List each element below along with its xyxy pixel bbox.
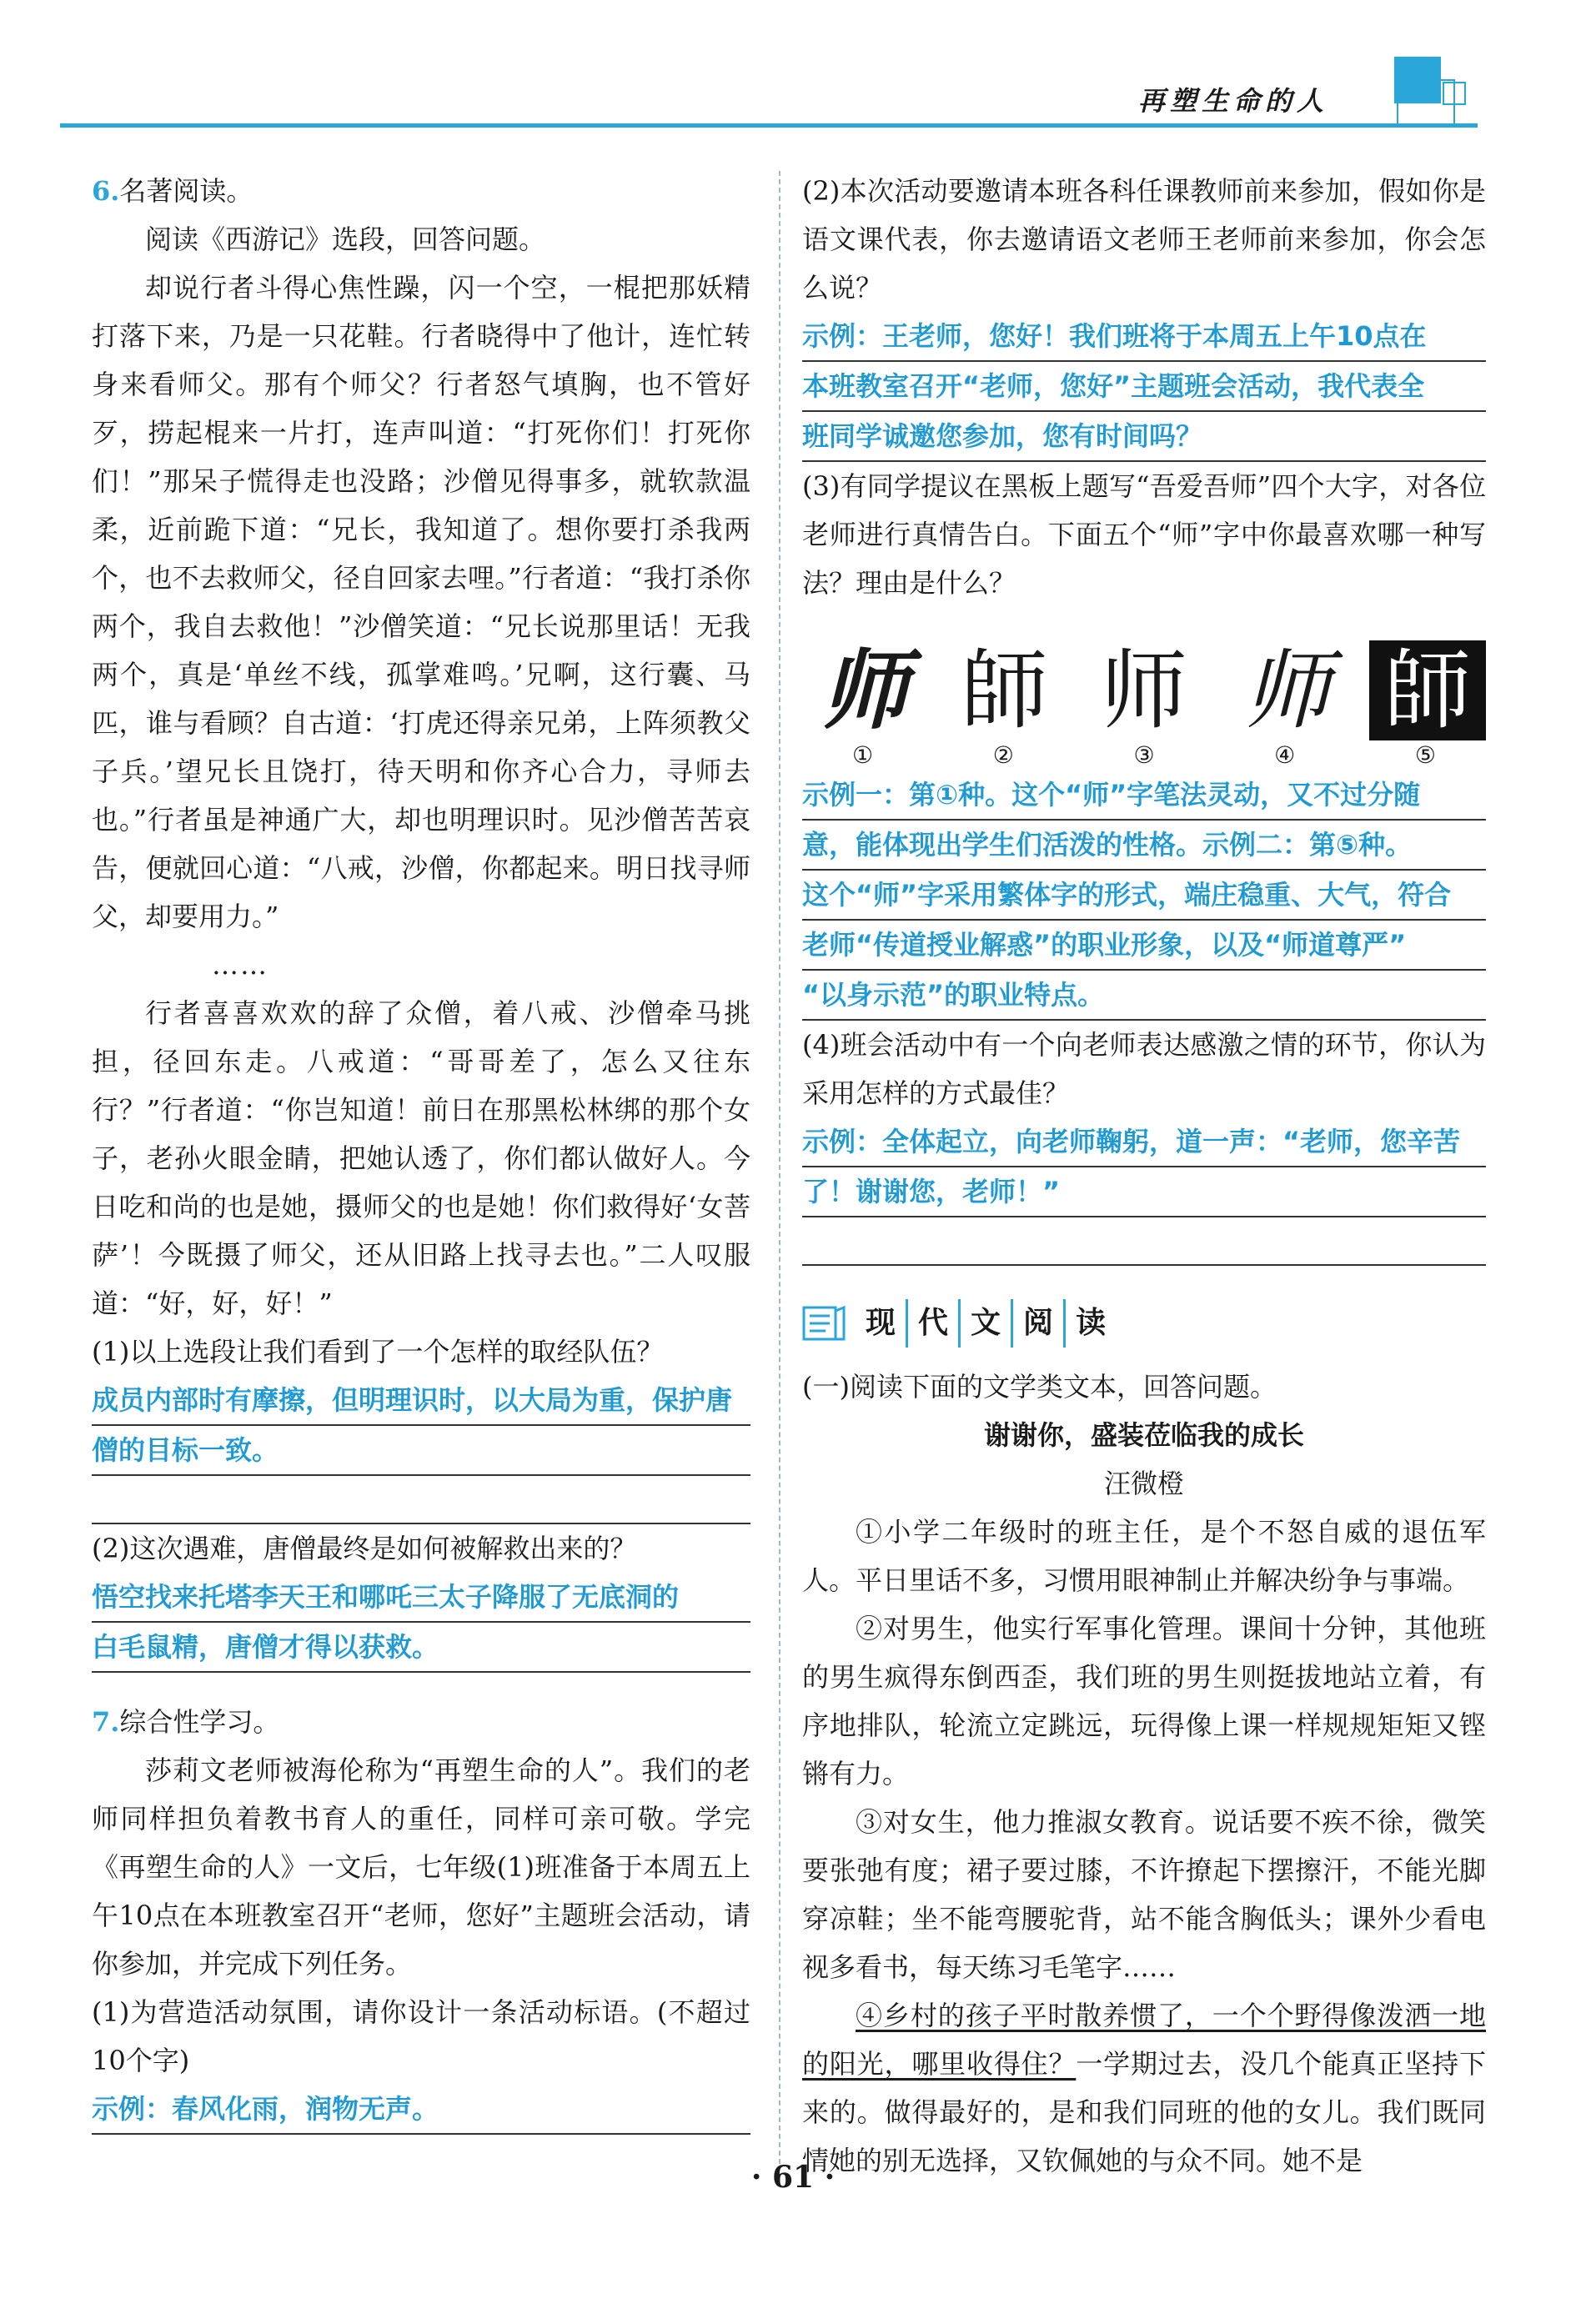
answer-line: 白毛鼠精，唐僧才得以获救。 [92,1623,750,1673]
q7-title: 综合性学习。 [119,1706,280,1738]
answer-line: 老师“传道授业解惑”的职业形象，以及“师道尊严” [802,921,1486,971]
q7-sub1-question: (1)为营造活动氛围，请你设计一条活动标语。(不超过10个字) [92,1996,750,2076]
answer-line: 示例：春风化雨，润物无声。 [92,2085,750,2135]
answer-line: 了！谢谢您，老师！” [802,1167,1486,1217]
header-decoration-square [1394,57,1441,103]
calligraphy-char-5: 師 [1369,640,1486,740]
article-paragraph-1: ①小学二年级时的班主任，是个不怒自威的退伍军人。平日里话不多，习惯用眼神制止并解决纷争与事端。 [802,1516,1486,1596]
answer-line: 班同学诚邀您参加，您有时间吗？ [802,412,1486,462]
reading-intro: (一)阅读下面的文学类文本，回答问题。 [802,1371,1277,1403]
header-rule [60,123,1478,128]
answer-line: “以身示范”的职业特点。 [802,971,1486,1021]
calligraphy-char-3: 师 [1100,640,1187,741]
section-heading-modern-reading [802,1299,1486,1348]
answer-line: 僧的目标一致。 [92,1426,750,1476]
q7-heading [92,1698,750,1746]
article-paragraph-2: ②对男生，他实行军事化管理。课间十分钟，其他班的男生疯得东倒西歪，我们班的男生则挺拔地站立着，有序地排队，轮流立定跳远，玩得像上课一样规规矩矩又铿锵有力。 [802,1613,1486,1789]
answer-line: 本班教室召开“老师，您好”主题班会活动，我代表全 [802,362,1486,412]
answer-line: 成员内部时有摩擦，但明理识时，以大局为重，保护唐 [92,1376,750,1426]
calligraphy-char-4: 师 [1243,640,1324,741]
calligraphy-labels [802,740,1486,770]
calligraphy-label: ④ [1274,741,1296,769]
answer-blank-line [92,1476,750,1524]
section-title-char: 阅 [1013,1299,1066,1348]
q6-sub2-question: (2)这次遇难，唐僧最终是如何被解救出来的？ [92,1533,637,1564]
q7-number: 7. [92,1706,120,1738]
q7-sub3-answer [802,770,1486,1021]
answer-line: 这个“师”字采用繁体字的形式，端庄稳重、大气，符合 [802,871,1486,921]
article-title: 谢谢你，盛装莅临我的成长 [983,1419,1304,1451]
q6-passage-2: 行者喜喜欢欢的辞了众僧，着八戒、沙僧牵马挑担，径回东走。八戒道：“哥哥差了，怎么又往东行？”行者道：“你岂知道！前日在那黑松林绑的那个女子，老孙火眼金睛，把她认透了，你们都认做好人。今日吃和尚的也是她，摄师父的也是她！你们救得好‘女菩萨’！今既摄了师父，还从旧路上找寻去也。”二人叹服道：“好，好，好！” [92,997,750,1319]
paragraph-4-rest: 一学期过去，没几个能真正坚持下来的。做得最好的，是和我们同班的他的女儿。我们既同情她的别无选择，又钦佩她的与众不同。她不是 [802,2048,1486,2176]
calligraphy-label: ① [852,741,874,769]
q7-sub1-answer [92,2085,750,2135]
header-decoration-small-square [1443,82,1466,105]
q6-heading [92,167,750,215]
section-title-char: 现 [856,1299,908,1348]
article-paragraph-4 [802,1991,1486,2185]
calligraphy-label: ⑤ [1414,741,1436,769]
q7-sub3-question: (3)有同学提议在黑板上题写“吾爱吾师”四个大字，对各位老师进行真情告白。下面五个“师”字中你最喜欢哪一种写法？理由是什么？ [802,470,1486,599]
book-icon [802,1304,846,1343]
q7-sub4-answer [802,1117,1486,1217]
calligraphy-char-1: 师 [821,639,908,741]
q6-passage-1: 却说行者斗得心焦性躁，闪一个空，一棍把那妖精打落下来，乃是一只花鞋。行者晓得中了他计，连忙转身来看师父。那有个师父？行者怒气填胸，也不管好歹，捞起棍来一片打，连声叫道：“打死你们！打死你们！”那呆子慌得走也没路；沙僧见得事多，就软款温柔，近前跪下道：“兄长，我知道了。想你要打杀我两个，也不去救师父，径自回家去哩。”行者道：“我打杀你两个，我自去救他！”沙僧笑道：“兄长说那里话！无我两个，真是‘单丝不线，孤掌难鸣。’兄啊，这行囊、马匹，谁与看顾？自古道：‘打虎还得亲兄弟，上阵须教父子兵。’望兄长且饶打，待天明和你齐心合力，寻师去也。”行者虽是神通广大，却也明理识时。见沙僧苦苦哀告，便就回心道：“八戒，沙僧，你都起来。明日找寻师父，却要用力。” [92,272,750,932]
q6-sub2-answer [92,1573,750,1673]
answer-blank-line [802,1217,1486,1266]
answer-line: 示例：全体起立，向老师鞠躬，道一声：“老师，您辛苦 [802,1117,1486,1167]
answer-line: 示例一：第①种。这个“师”字笔法灵动，又不过分随 [802,770,1486,821]
calligraphy-label: ③ [1133,741,1155,769]
answer-line: 意，能体现出学生们活泼的性格。示例二：第⑤种。 [802,821,1486,871]
section-title-char: 读 [1076,1306,1107,1340]
q6-number: 6. [92,175,120,207]
article-author: 汪微橙 [1103,1468,1184,1499]
q7-sub2-question: (2)本次活动要邀请本班各科任课教师前来参加，假如你是语文课代表，你去邀请语文老师王老师前来参加，你会怎么说？ [802,175,1486,304]
page-number: · 61 · [750,2160,836,2195]
q7-sub2-answer [802,312,1486,462]
section-title-char: 代 [908,1299,961,1348]
q7-sub4-question: (4)班会活动中有一个向老师表达感激之情的环节，你认为采用怎样的方式最佳？ [802,1029,1486,1109]
header-title: 再塑生命的人 [1138,85,1329,117]
section-title-char: 文 [961,1299,1013,1348]
q6-ellipsis: …… [212,949,269,981]
right-column [802,167,1486,2185]
left-column [92,167,750,2135]
underlined-sentence: ④乡村的孩子平时散养惯了，一个个野得像泼洒一地的阳光，哪里收得住？ [802,2000,1486,2080]
article-paragraph-3: ③对女生，他力推淑女教育。说话要不疾不徐，微笑要张弛有度；裙子要过膝，不许撩起下摆擦汗，不能光脚穿凉鞋；坐不能弯腰驼背，站不能含胸低头；课外少看电视多看书，每天练习毛笔字…… [802,1806,1486,1983]
q7-intro: 莎莉文老师被海伦称为“再塑生命的人”。我们的老师同样担负着教书育人的重任，同样可亲可敬。学完《再塑生命的人》一文后，七年级(1)班准备于本周五上午10点在本班教室召开“老师，您好”主题班会活动，请你参加，并完成下列任务。 [92,1754,750,1980]
q6-sub1-answer [92,1376,750,1476]
calligraphy-label: ② [992,741,1014,769]
section-title [856,1299,1116,1348]
q6-intro: 阅读《西游记》选段，回答问题。 [145,223,546,255]
answer-line: 示例：王老师，您好！我们班将于本周五上午10点在 [802,312,1486,362]
calligraphy-samples [802,615,1486,740]
calligraphy-char-2: 師 [961,640,1048,741]
answer-line: 悟空找来托塔李天王和哪吒三太子降服了无底洞的 [92,1573,750,1623]
q6-title: 名著阅读。 [119,175,253,207]
q6-sub1-question: (1)以上选段让我们看到了一个怎样的取经队伍？ [92,1336,664,1368]
column-divider [779,171,780,2164]
